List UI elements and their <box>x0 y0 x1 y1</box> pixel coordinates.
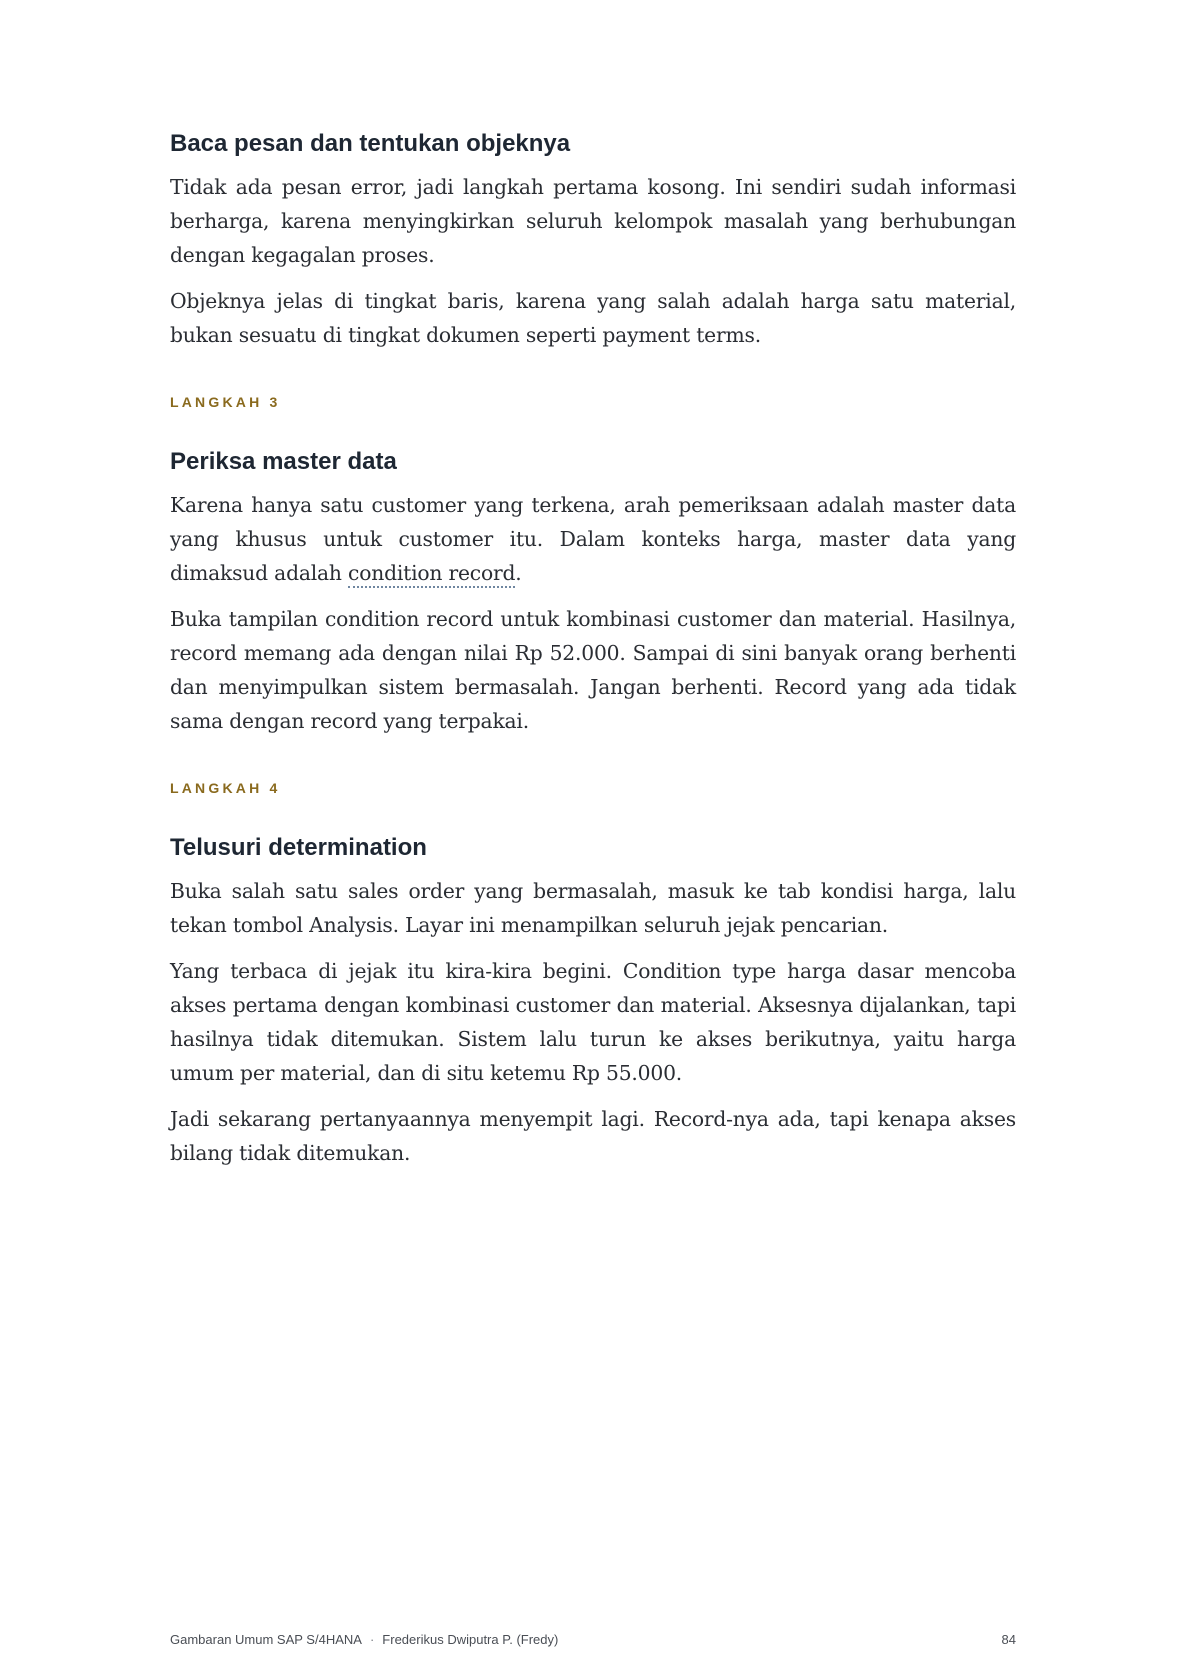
footer-author: Frederikus Dwiputra P. (Fredy) <box>382 1632 559 1647</box>
paragraph: Yang terbaca di jejak itu kira-kira begini. Condition type harga dasar mencoba akses pertama dengan kombinasi customer dan material. Aksesnya dijalankan, tapi hasilnya tidak ditemukan. Sistem lalu turun ke akses berikutnya, yaitu harga umum per material, dan di situ ketemu Rp 55.000. <box>170 959 1016 1085</box>
paragraph-text-end: . <box>515 561 522 585</box>
paragraph: Buka tampilan condition record untuk kombinasi customer dan material. Hasilnya, record memang ada dengan nilai Rp 52.000. Sampai di sini banyak orang berhenti dan menyimpulkan sistem bermasalah. Jangan berhenti. Record yang ada tidak sama dengan record yang terpakai. <box>170 607 1016 733</box>
page-content <box>170 128 1016 1182</box>
step-label: LANGKAH 3 <box>170 394 281 410</box>
page-number: 84 <box>1001 1632 1016 1647</box>
paragraph: Buka salah satu sales order yang bermasalah, masuk ke tab kondisi harga, lalu tekan tombol Analysis. Layar ini menampilkan seluruh jejak pencarian. <box>170 879 1016 937</box>
step-label: LANGKAH 4 <box>170 780 281 796</box>
paragraph: Jadi sekarang pertanyaannya menyempit lagi. Record-nya ada, tapi kenapa akses bilang tidak ditemukan. <box>170 1107 1016 1165</box>
footer-book-title: Gambaran Umum SAP S/4HANA <box>170 1632 362 1647</box>
paragraph: Tidak ada pesan error, jadi langkah pertama kosong. Ini sendiri sudah informasi berharga, karena menyingkirkan seluruh kelompok masalah yang berhubungan dengan kegagalan proses. <box>170 175 1016 267</box>
paragraph: Objeknya jelas di tingkat baris, karena yang salah adalah harga satu material, bukan sesuatu di tingkat dokumen seperti payment terms. <box>170 289 1016 347</box>
page-footer <box>170 1632 1016 1647</box>
section-heading: Periksa master data <box>170 448 397 475</box>
footer-separator: · <box>369 1632 375 1647</box>
glossary-term-link[interactable]: condition record <box>348 561 515 588</box>
section-heading: Telusuri determination <box>170 834 427 861</box>
footer-left <box>170 1632 558 1647</box>
paragraph-text: Karena hanya satu customer yang terkena, arah pemeriksaan adalah master data yang khusus untuk customer itu. Dalam konteks harga, master data yang dimaksud adalah <box>170 493 1016 585</box>
section-heading: Baca pesan dan tentukan objeknya <box>170 130 571 157</box>
paragraph <box>170 488 1016 590</box>
